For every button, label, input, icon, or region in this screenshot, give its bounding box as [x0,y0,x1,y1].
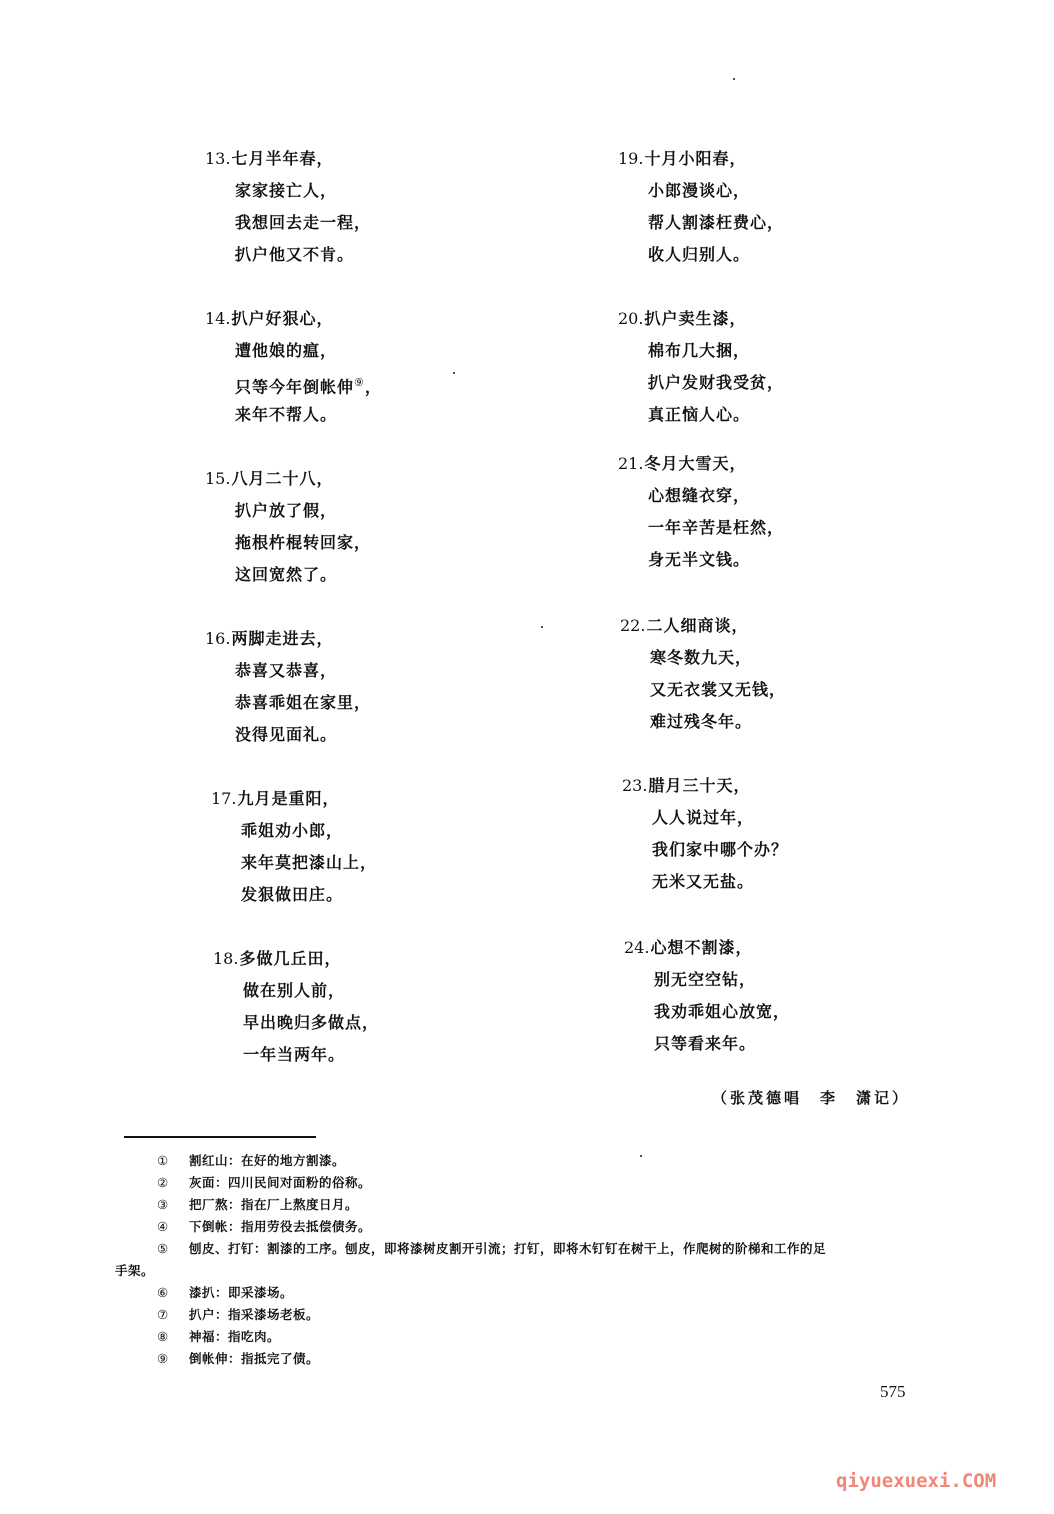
footnotes [115,1150,945,1370]
stanza-16 [205,623,545,783]
verse-line: 我劝乖姐心放宽， [654,1002,791,1021]
verse-line: 这回宽然了。 [235,565,338,584]
verse-line: 棉布几大捆， [648,341,751,360]
verse-line: 19.十月小阳春， [618,149,747,168]
verse-line: 我们家中哪个办？ [652,840,789,859]
verse-line: 扒户发财我受贫， [648,373,785,392]
footnote: ① 割红山：在好的地方割漆。 [157,1153,346,1168]
verse-line: 只等今年倒帐伸⑨， [235,376,382,397]
site-watermark: qiyuexuexi.COM [836,1470,997,1492]
stanza-17 [205,783,545,943]
right-column [618,143,958,1092]
verse-line: 恭喜又恭喜， [235,661,338,680]
verse-line: 真正恼人心。 [648,405,751,424]
verse-line: 来年莫把漆山上， [241,853,378,872]
verse-line: 难过残冬年。 [650,712,753,731]
verse-line: 做在别人前， [243,981,346,1000]
stanza-22 [618,610,958,770]
verse-line: 来年不帮人。 [235,405,338,424]
footnote: ④ 下倒帐：指用劳役去抵偿债务。 [157,1219,372,1234]
verse-line: 一年辛苦是枉然， [648,518,785,537]
footnote: ⑨ 倒帐伸：指抵完了债。 [157,1351,320,1366]
verse-line: 家家接亡人， [235,181,338,200]
singer-recorder-credit: （张茂德唱 李 潇记） [712,1089,911,1107]
verse-line: 帮人割漆枉费心， [648,213,785,232]
verse-line: 24.心想不割漆， [624,938,753,957]
verse-line: 收人归别人。 [648,245,751,264]
verse-line: 无米又无盐。 [652,872,755,891]
verse-line: 15.八月二十八， [205,469,334,488]
verse-line: 17.九月是重阳， [211,789,340,808]
stanza-15 [205,463,545,623]
verse-line: 别无空空钻， [654,970,757,989]
left-column [205,143,545,1103]
verse-line: 只等看来年。 [654,1034,757,1053]
verse-line: 发狠做田庄。 [241,885,344,904]
footnote: ⑧ 神福：指吃肉。 [157,1329,281,1344]
verse-line: 早出晚归多做点， [243,1013,380,1032]
verse-line: 身无半文钱。 [648,550,751,569]
verse-line: 一年当两年。 [243,1045,346,1064]
verse-line: 扒户他又不肯。 [235,245,355,264]
page-number: 575 [880,1382,906,1401]
verse-line: 我想回去走一程， [235,213,372,232]
stanza-14 [205,303,545,463]
verse-line: 14.扒户好狠心， [205,309,334,328]
verse-line: 乖姐劝小郎， [241,821,344,840]
verse-line: 18.多做几丘田， [213,949,342,968]
verse-line: 21.冬月大雪天， [618,454,747,473]
scan-speck [733,78,735,80]
verse-line: 拖根杵棍转回家， [235,533,372,552]
footnote: ② 灰面：四川民间对面粉的俗称。 [157,1175,372,1190]
stanza-20 [618,303,958,448]
verse-line: 扒户放了假， [235,501,338,520]
verse-line: 没得见面礼。 [235,725,338,744]
verse-line: 人人说过年， [652,808,755,827]
footnote: ⑤ 刨皮、打钉：割漆的工序。刨皮，即将漆树皮割开引流；打钉，即将木钉钉在树干上，作爬树的阶梯和工作的足 [157,1241,827,1256]
verse-line: 遭他娘的瘟， [235,341,338,360]
footnote: ⑥ 漆扒：即采漆场。 [157,1285,294,1300]
footnote: ⑦ 扒户：指采漆场老板。 [157,1307,320,1322]
verse-line: 13.七月半年春， [205,149,334,168]
verse-line: 小郎漫谈心， [648,181,751,200]
verse-line: 16.两脚走进去， [205,629,334,648]
footnote-divider [124,1136,316,1138]
stanza-13 [205,143,545,303]
footnote-ref: ⑨ [354,376,365,389]
verse-line: 寒冬数九天， [650,648,753,667]
stanza-18 [205,943,545,1103]
verse-line: 恭喜乖姐在家里， [235,693,372,712]
footnote: ③ 把厂熬：指在厂上熬度日月。 [157,1197,359,1212]
verse-line: 心想缝衣穿， [648,486,751,505]
stanza-21 [618,448,958,610]
stanza-24 [618,932,958,1092]
verse-line: 23.腊月三十天， [622,776,751,795]
verse-line: 20.扒户卖生漆， [618,309,747,328]
footnote-continuation: 手架。 [115,1263,155,1278]
verse-line: 又无衣裳又无钱， [650,680,787,699]
verse-line: 22.二人细商谈， [620,616,749,635]
stanza-19 [618,143,958,303]
stanza-23 [618,770,958,932]
